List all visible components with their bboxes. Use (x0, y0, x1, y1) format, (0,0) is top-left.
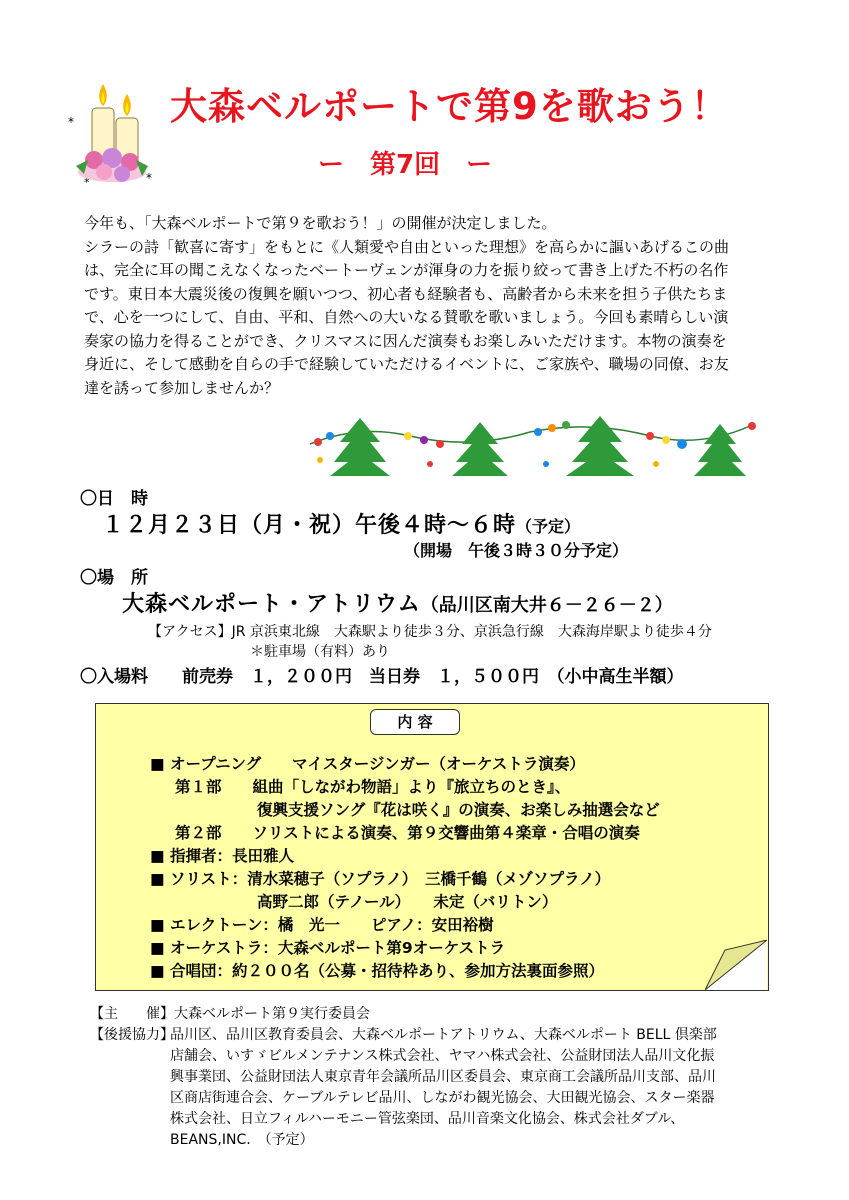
venue-access: 【アクセス】JR 京浜東北線 大森駅より徒歩３分、京浜急行線 大森海岸駅より徒歩４分 (148, 624, 712, 640)
venue-parking: ＊駐車場（有料）あり (250, 644, 390, 660)
support-label: 【後援協力】 (90, 1027, 174, 1043)
support-line: 区商店街連合会、ケーブルテレビ品川、しながわ観光協会、大田観光協会、スター楽器 (170, 1090, 715, 1106)
doors-open-time: （開場 午後３時３０分予定） (404, 541, 629, 560)
intro-line: 今年も、「大森ベルポートで第９を歌おう！」の開催が決定しました。 (84, 214, 557, 232)
svg-text:*: * (84, 176, 90, 189)
program-line: 復興支援ソング『花は咲く』の演奏、お楽しみ抽選会など (257, 801, 660, 819)
support-line: 店舗会、いすゞビルメンテナンス株式会社、ヤマハ株式会社、公益財団法人品川文化振 (170, 1048, 715, 1064)
support-line: 株式会社、日立フィルハーモニー管弦楽団、品川音楽文化協会、株式会社ダブル、 (170, 1111, 685, 1127)
venue-line (122, 587, 673, 618)
page-title: 大森ベルポートで第9を歌おう！ (170, 85, 729, 128)
program-line: ■ エレクトーン：橘 光一 ピアノ：安田裕樹 (150, 916, 494, 934)
organizer-label: 【主 催】 (90, 1006, 174, 1022)
tree-icon (694, 424, 746, 476)
program-title: 内 容 (370, 709, 460, 735)
tree-icon (566, 416, 634, 476)
intro-paragraph (84, 212, 784, 400)
datetime-label: 〇日 時 (80, 489, 148, 509)
program-line: ■ オープニング マイスタージンガー（オーケストラ演奏） (150, 755, 585, 773)
program-line: ■ 指揮者：長田雅人 (150, 847, 295, 865)
folded-corner-decoration (705, 940, 767, 990)
svg-text:*: * (146, 171, 152, 185)
program-line: ■ オーケストラ：大森ベルポート第9オーケストラ (150, 939, 506, 957)
program-line: ■ ソリスト：清水菜穂子（ソプラノ） 三橋千鶴（メゾソプラノ） (150, 870, 611, 888)
intro-line: です。東日本大震災後の復興を願いつつ、初心者も経験者も、高齢者から未来を担う子供たちま (84, 284, 728, 303)
support-line: 品川区、品川区教育委員会、大森ベルポートアトリウム、大森ベルポート BELL 倶楽部 (170, 1027, 717, 1043)
candle-flower-illustration (64, 78, 164, 190)
svg-text:*: * (68, 115, 74, 129)
program-line: 第１部 組曲「しながわ物語」より『旅立ちのとき』、 (175, 778, 571, 796)
intro-line: 奏家の協力を得ることができ、クリスマスに因んだ演奏もお楽しみいただけます。本物の演奏を (84, 331, 727, 350)
venue-label: 〇場 所 (80, 568, 148, 588)
intro-line: 達を誘って参加しませんか？ (84, 378, 280, 397)
program-line: 第２部 ソリストによる演奏、第９交響曲第４楽章・合唱の演奏 (175, 824, 640, 842)
support-line: 興事業団、公益財団法人東京青年会議所品川区委員会、東京商工会議所品川支部、品川 (170, 1069, 716, 1085)
organizer-name: 大森ベルポート第９実行委員会 (174, 1006, 370, 1022)
tree-icon (330, 418, 390, 476)
event-date-note: （予定） (516, 517, 581, 536)
venue-name: 大森ベルポート・アトリウム (122, 592, 421, 617)
intro-line: は、完全に耳の聞こえなくなったベートーヴェンが渾身の力を振り絞って書き上げた不朽の名作 (84, 261, 729, 279)
intro-line: シラーの詩「歓喜に寄す」をもとに《人類愛や自由といった理想》を高らかに謳いあげるこの曲 (84, 237, 730, 256)
event-date-line (102, 508, 580, 539)
event-date: １２月２３日（月・祝）午後４時～６時 (102, 513, 517, 538)
program-line: ■ 合唱団：約２００名（公募・招待枠あり、参加方法裏面参照） (150, 962, 605, 980)
intro-line: で、心を一つにして、自由、平和、自然への大いなる賛歌を歌いましょう。今回も素晴らしい演 (84, 308, 729, 326)
christmas-trees-illustration (300, 414, 760, 476)
tree-icon (452, 422, 508, 476)
support-line: BEANS,INC. （予定） (170, 1132, 314, 1148)
intro-line: 身近に、そして感動を自らの手で経験していただけるイベントに、ご家族や、職場の同僚、お友 (84, 355, 729, 373)
organizer-line (90, 1003, 370, 1023)
program-line: 高野二郎（テノール） 未定（バリトン） (257, 893, 558, 911)
venue-address: （品川区南大井６－２６－２） (420, 595, 673, 616)
edition-subtitle: ー 第7回 ー (318, 150, 493, 180)
admission-fee: 〇入場料 前売券 １，２００円 当日券 １，５００円 （小中高生半額） (80, 667, 684, 687)
